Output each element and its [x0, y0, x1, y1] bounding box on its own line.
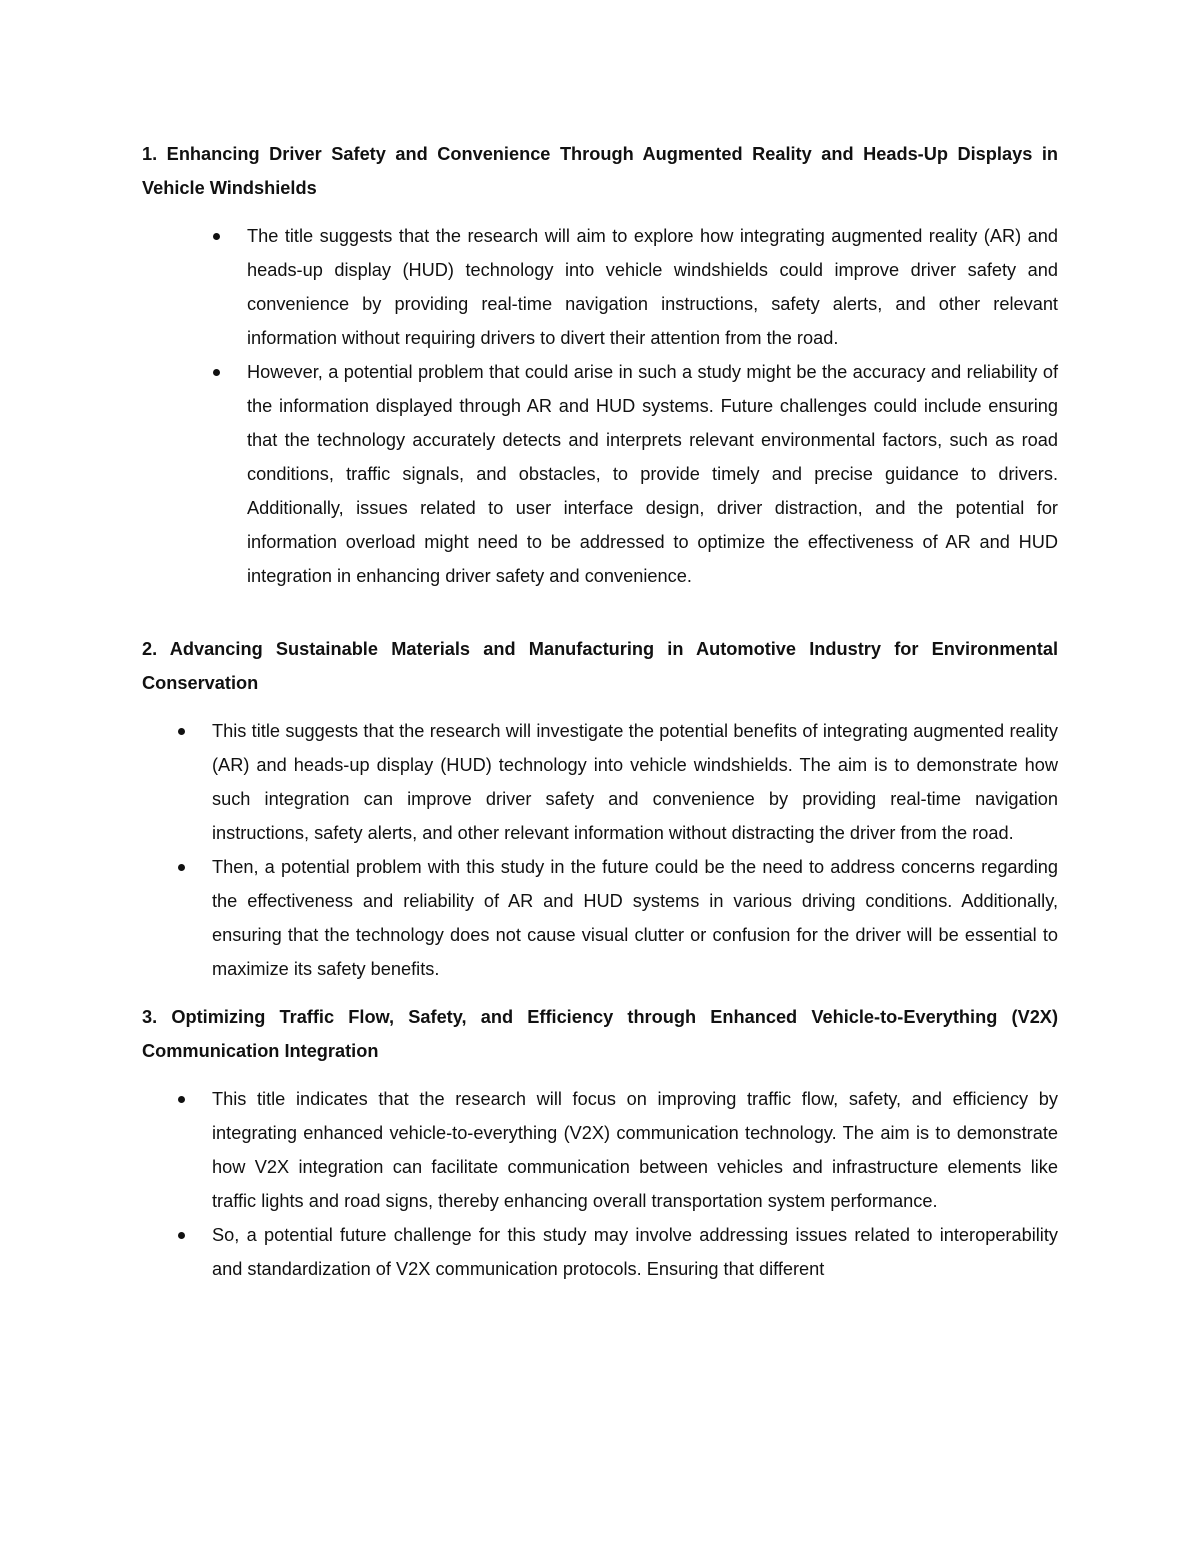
- bullet-icon: [178, 864, 185, 871]
- list-item: [142, 1082, 1058, 1218]
- bullet-list: [142, 714, 1058, 986]
- bullet-icon: [178, 1096, 185, 1103]
- list-item: [142, 1218, 1058, 1286]
- bullet-text: The title suggests that the research will aim to explore how integrating augmented reality (AR) and heads-up display (HUD) technology into vehicle windshields could improve driver safety and convenience by providing real-time navigation instructions, safety alerts, and other relevant information without requiring drivers to divert their attention from the road.: [247, 226, 1058, 348]
- section-heading: 1. Enhancing Driver Safety and Convenience Through Augmented Reality and Heads-Up Displays in Vehicle Windshields: [142, 144, 1058, 198]
- bullet-list: [142, 1082, 1058, 1286]
- list-item: [142, 355, 1058, 593]
- list-item: [142, 714, 1058, 850]
- document-body: [142, 137, 1058, 1286]
- bullet-icon: [178, 1232, 185, 1239]
- bullet-icon: [178, 728, 185, 735]
- bullet-text: This title suggests that the research will investigate the potential benefits of integrating augmented reality (AR) and heads-up display (HUD) technology into vehicle windshields. The aim is to demonstrate how such integration can improve driver safety and convenience by providing real-time navigation instructions, safety alerts, and other relevant information without distracting the driver from the road.: [212, 721, 1058, 843]
- list-item: [142, 219, 1058, 355]
- bullet-list: [142, 219, 1058, 593]
- bullet-icon: [213, 369, 220, 376]
- section-heading: 2. Advancing Sustainable Materials and Manufacturing in Automotive Industry for Environmental Conservation: [142, 639, 1058, 693]
- section-2: [142, 632, 1058, 986]
- bullet-text: So, a potential future challenge for this study may involve addressing issues related to interoperability and standardization of V2X communication protocols. Ensuring that different: [212, 1225, 1058, 1279]
- bullet-text: Then, a potential problem with this study in the future could be the need to address concerns regarding the effectiveness and reliability of AR and HUD systems in various driving conditions. Additionally, ensuring that the technology does not cause visual clutter or confusion for the driver will be essential to maximize its safety benefits.: [212, 857, 1058, 979]
- list-item: [142, 850, 1058, 986]
- section-1: [142, 137, 1058, 593]
- bullet-text: However, a potential problem that could arise in such a study might be the accuracy and reliability of the information displayed through AR and HUD systems. Future challenges could include ensuring that the technology accurately detects and interprets relevant environmental factors, such as road conditions, traffic signals, and obstacles, to provide timely and precise guidance to drivers. Additionally, issues related to user interface design, driver distraction, and the potential for information overload might need to be addressed to optimize the effectiveness of AR and HUD integration in enhancing driver safety and convenience.: [247, 362, 1058, 586]
- bullet-icon: [213, 233, 220, 240]
- section-heading: 3. Optimizing Traffic Flow, Safety, and Efficiency through Enhanced Vehicle-to-Everything (V2X) Communication Integration: [142, 1007, 1058, 1061]
- bullet-text: This title indicates that the research will focus on improving traffic flow, safety, and efficiency by integrating enhanced vehicle-to-everything (V2X) communication technology. The aim is to demonstrate how V2X integration can facilitate communication between vehicles and infrastructure elements like traffic lights and road signs, thereby enhancing overall transportation system performance.: [212, 1089, 1058, 1211]
- section-3: [142, 1000, 1058, 1286]
